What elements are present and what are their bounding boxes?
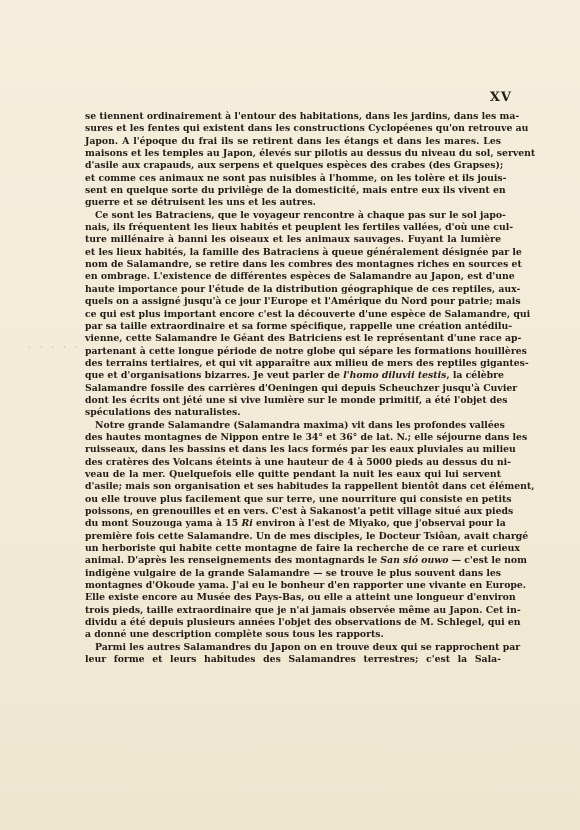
text-line-content: et les lieux habités, la famille des Batraciens à queue généralement désignée par le bbox=[85, 246, 522, 258]
text-line bbox=[85, 197, 501, 209]
margin-marks: · · · · · bbox=[28, 343, 81, 353]
text-line bbox=[85, 382, 518, 395]
text-line bbox=[85, 185, 506, 197]
text-line bbox=[85, 469, 501, 481]
text-line bbox=[85, 506, 514, 518]
text-line-content: indigène vulgaire de la grande Salamandre — se trouve le plus souvent dans les bbox=[85, 567, 501, 579]
text-line bbox=[85, 431, 528, 444]
text-line-content: sures et les fentes qui existent dans les constructions Cyclopéenes qu'on retrouve au bbox=[85, 123, 529, 135]
text-line-content: d'asile; mais son organisation et ses habitudes la rappellent bientôt dans cet élément, bbox=[85, 481, 535, 493]
text-line-content: , la célèbre bbox=[446, 370, 504, 382]
text-line-content: montagnes d'Okoude yama. J'ai eu le bonheur d'en rapporter une vivante en Europe. bbox=[85, 580, 527, 592]
text-line-content: par sa taille extraordinaire et sa forme spécifique, rappelle une création antédilu- bbox=[85, 320, 513, 332]
italic-term: Ri bbox=[241, 518, 253, 530]
text-line-content: un herboriste qui habite cette montagne de faire la recherche de ce rare et curieux bbox=[85, 543, 520, 555]
text-line bbox=[85, 518, 506, 530]
text-line-content: quels on a assigné jusqu'à ce jour l'Europe et l'Amérique du Nord pour patrie; mais bbox=[85, 296, 521, 308]
text-line-content: maisons et les temples au Japon, élevés sur pilotis au dessus du niveau du sol, servent bbox=[85, 148, 536, 160]
text-line-content: Japon. A l'époque du frai ils se retirent dans les étangs et dans les mares. Les bbox=[85, 135, 501, 147]
text-line-content: première fois cette Salamandre. Un de mes disciples, le Docteur Tsiôan, avait chargé bbox=[85, 530, 529, 542]
text-line bbox=[85, 568, 501, 580]
text-line bbox=[85, 629, 501, 641]
text-line bbox=[85, 209, 506, 222]
text-line-content: a donné une description complète sous tous les rapports. bbox=[85, 629, 384, 641]
text-line-content: spéculations des naturalistes. bbox=[85, 407, 241, 419]
text-line-content: vienne, cette Salamandre le Géant des Batriciens est le représentant d'une race ap- bbox=[85, 333, 522, 345]
text-line bbox=[85, 604, 521, 617]
text-line bbox=[85, 444, 516, 456]
text-line-content: veau de la mer. Quelquefois elle quitte pendant la nuit les eaux qui lui servent bbox=[85, 468, 501, 480]
text-line-content: dont les écrits ont jété une si vive lumière sur le monde primitif, a été l'objet des bbox=[85, 394, 508, 406]
text-line bbox=[85, 357, 529, 370]
text-line-content: se tiennent ordinairement à l'entour des habitations, dans les jardins, dans les ma- bbox=[85, 111, 520, 122]
text-line-content: Salamandre fossile des carrières d'Oeningen qui depuis Scheuchzer jusqu'à Cuvier bbox=[85, 382, 518, 394]
text-line-content: nom de Salamandre, se retire dans les combres des montagnes riches en sources et bbox=[85, 259, 522, 271]
page-number: XV bbox=[489, 90, 512, 105]
text-line bbox=[85, 407, 501, 419]
text-line bbox=[85, 222, 514, 234]
text-line-content: haute importance pour l'étude de la distribution géographique de ces reptiles, aux- bbox=[85, 283, 521, 295]
text-line bbox=[85, 296, 521, 308]
text-line bbox=[85, 148, 536, 160]
text-line-content: partenant à cette longue période de notre globe qui sépare les formations houillères bbox=[85, 345, 527, 357]
text-line bbox=[85, 543, 520, 555]
text-line bbox=[85, 160, 504, 172]
text-line bbox=[85, 234, 501, 246]
text-line bbox=[85, 580, 527, 592]
text-line-content: leur forme et leurs habitudes des Salamandres terrestres; c'est la Sala- bbox=[85, 654, 501, 666]
italic-term: l'homo diluvii testis bbox=[343, 370, 447, 382]
text-line-content: Notre grande Salamandre (Salamandra maxima) vit dans les profondes vallées bbox=[95, 419, 505, 431]
text-line-content: des terrains tertiaires, et qui vit apparaître aux milieu de mers des reptiles gigantes- bbox=[85, 357, 529, 369]
text-line bbox=[85, 456, 512, 469]
text-line bbox=[85, 530, 529, 543]
italic-term: San sió ouwo bbox=[380, 555, 449, 567]
text-line bbox=[85, 394, 508, 407]
text-line bbox=[85, 111, 520, 123]
text-line-content: d'asile aux crapauds, aux serpens et quelques espèces des crabes (des Grapses); bbox=[85, 160, 504, 172]
text-line bbox=[85, 419, 505, 432]
text-line-content: sent en quelque sorte du privilège de la domesticité, mais entre eux ils vivent en bbox=[85, 185, 506, 197]
text-line-content: environ à l'est de Miyako, que j'observai pour la bbox=[252, 518, 506, 530]
text-line bbox=[85, 246, 522, 259]
text-line bbox=[85, 370, 504, 382]
text-line bbox=[85, 555, 527, 567]
text-line bbox=[85, 493, 512, 506]
text-line-content: dividu a été depuis plusieurs années l'objet des observations de M. Schlegel, qui en bbox=[85, 617, 521, 629]
text-line-content: poissons, en grenouilles et en vers. C'est à Sakanost'a petit village situé aux pieds bbox=[85, 506, 514, 517]
text-line bbox=[85, 308, 531, 321]
text-line-content: que et d'organisations bizarres. Je veut parler de bbox=[85, 370, 344, 382]
body-text bbox=[85, 111, 536, 666]
text-line-content: trois pieds, taille extraordinaire que je n'ai jamais observée même au Japon. Cet in- bbox=[85, 604, 521, 616]
text-line bbox=[85, 136, 501, 148]
text-line bbox=[85, 172, 507, 185]
text-line bbox=[85, 345, 527, 358]
text-line-content: — c'est le nom bbox=[448, 555, 527, 567]
text-line-content: Parmi les autres Salamandres du Japon on en trouve deux qui se rapprochent par bbox=[95, 641, 521, 653]
text-line bbox=[85, 320, 513, 333]
text-line-content: guerre et se détruisent les uns et les autres. bbox=[85, 197, 316, 209]
text-line-content: animal. D'après les renseignements des montagnards le bbox=[85, 555, 381, 567]
text-line-content: et comme ces animaux ne sont pas nuisibles à l'homme, on les tolère et ils jouis- bbox=[85, 172, 507, 184]
text-line-content: en ombrage. L'existence de différentes espèces de Salamandre au Japon, est d'une bbox=[85, 271, 515, 283]
text-line-content: nais, ils fréquentent les lieux habités et peuplent les fertiles vallées, d'où une cul- bbox=[85, 222, 514, 234]
text-line bbox=[85, 641, 521, 654]
text-line-content: ou elle trouve plus facilement que sur terre, une nourriture qui consiste en petits bbox=[85, 493, 512, 505]
text-line bbox=[85, 617, 521, 629]
text-line-content: des hautes montagnes de Nippon entre le 34° et 36° de lat. N.; elle séjourne dans les bbox=[85, 431, 528, 443]
text-line bbox=[85, 592, 516, 604]
text-line bbox=[85, 123, 529, 135]
text-line-content: du mont Souzouga yama à 15 bbox=[85, 518, 242, 530]
text-line bbox=[85, 333, 522, 345]
text-line bbox=[85, 654, 501, 666]
text-line bbox=[85, 271, 515, 283]
text-line-content: Ce sont les Batraciens, que le voyageur rencontre à chaque pas sur le sol japo- bbox=[95, 209, 506, 221]
text-line bbox=[85, 259, 522, 271]
text-line-content: Elle existe encore au Musée des Pays-Bas, ou elle a atteint une longueur d'environ bbox=[85, 592, 516, 604]
text-line-content: ce qui est plus important encore c'est la découverte d'une espèce de Salamandre, qui bbox=[85, 308, 531, 320]
text-line-content: ture millénaire à banni les oiseaux et les animaux sauvages. Fuyant la lumière bbox=[85, 234, 501, 246]
text-line-content: ruisseaux, dans les bassins et dans les lacs formés par les eaux pluviales au milieu bbox=[85, 444, 516, 456]
text-line bbox=[85, 283, 521, 296]
text-line-content: des cratères des Volcans éteints à une hauteur de 4 à 5000 pieds au dessus du ni- bbox=[85, 456, 512, 468]
text-line bbox=[85, 481, 535, 493]
